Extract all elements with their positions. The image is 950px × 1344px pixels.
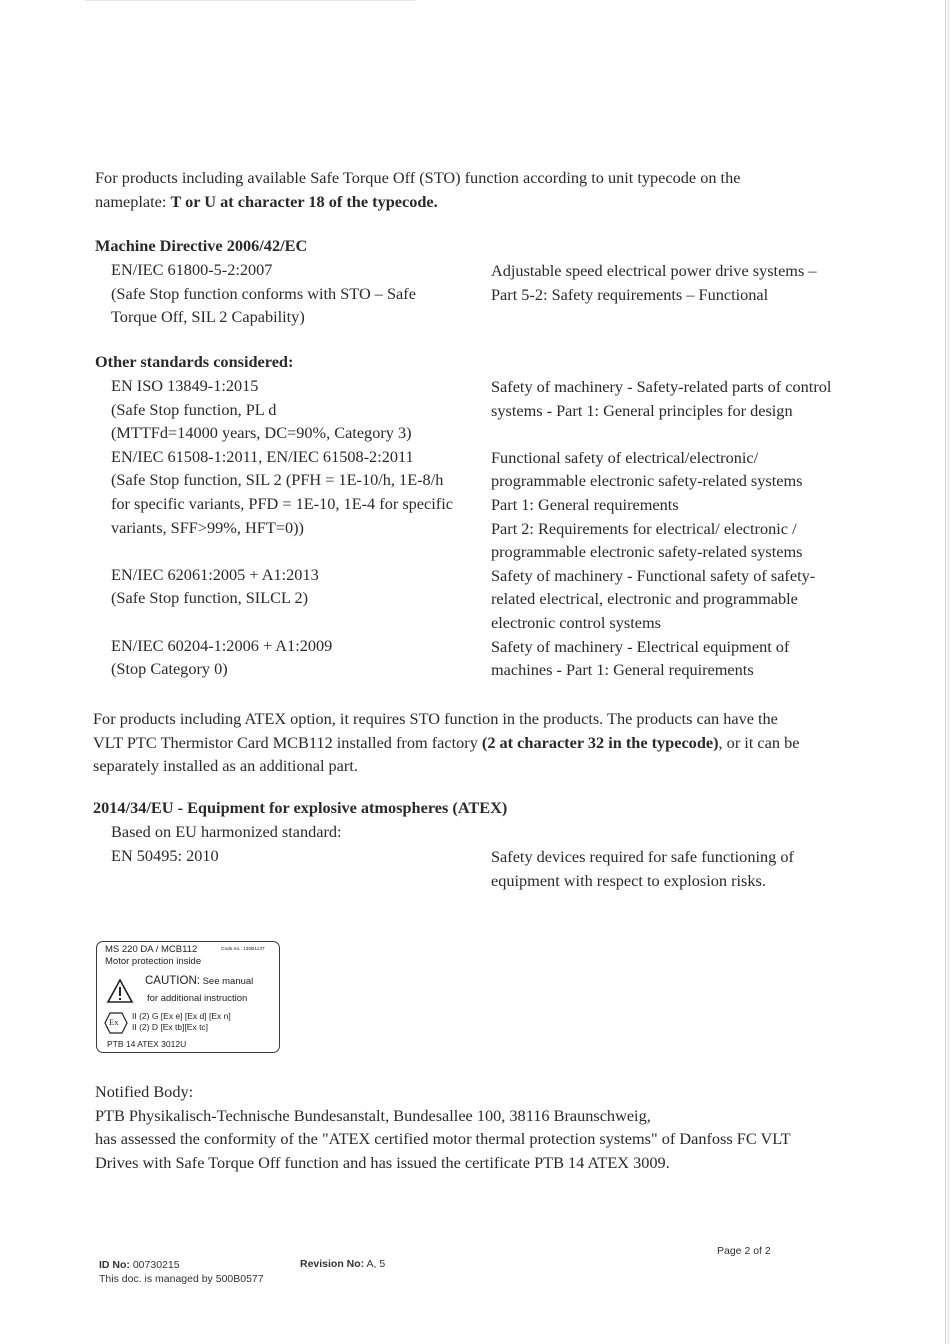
sto-intro-line2	[95, 190, 740, 214]
os-left-line: (Stop Category 0)	[111, 659, 228, 679]
label-ex-line2: II (2) D [Ex tb][Ex tc]	[132, 1022, 209, 1032]
label-caution	[145, 975, 253, 987]
footer-managed: This doc. is managed by 500B0577	[99, 1273, 264, 1285]
atex-heading: 2014/34/EU - Equipment for explosive atmospheres (ATEX)	[93, 798, 508, 817]
warning-triangle-icon	[106, 978, 134, 1004]
notified-line: has assessed the conformity of the "ATEX certified motor thermal protection systems" of Danfoss FC VLT	[95, 1129, 791, 1149]
os-right-line: programmable electronic safety-related systems	[491, 542, 803, 562]
notified-line: Drives with Safe Torque Off function and has issued the certificate PTB 14 ATEX 3009.	[95, 1152, 670, 1172]
top-edge-line	[85, 0, 415, 1]
other-standards-descriptions	[491, 375, 891, 682]
os-left-line: EN/IEC 62061:2005 + A1:2013	[111, 564, 319, 584]
machine-directive-standards	[111, 258, 486, 329]
atex-intro-bold: (2 at character 32 in the typecode)	[481, 732, 719, 752]
atex-intro	[93, 707, 799, 778]
label-subtitle: Motor protection inside	[105, 956, 202, 967]
os-right-line: systems - Part 1: General principles for design	[491, 400, 793, 420]
notified-line: PTB Physikalisch-Technische Bundesanstalt, Bundesallee 100, 38116 Braunschweig,	[95, 1105, 651, 1125]
atex-intro-prefix: VLT PTC Thermistor Card MCB112 installed from factory	[93, 732, 482, 752]
machine-directive-descriptions	[491, 259, 891, 306]
os-left-line: EN/IEC 61508-1:2011, EN/IEC 61508-2:2011	[111, 446, 414, 466]
sto-intro-prefix: nameplate:	[95, 191, 171, 211]
other-standards-heading: Other standards considered:	[95, 352, 294, 371]
sto-intro-line1: For products including available Safe Torque Off (STO) function according to unit typecode on the	[95, 168, 741, 187]
md-left-line: (Safe Stop function conforms with STO – Safe	[111, 283, 416, 303]
os-left-line: (Safe Stop function, SIL 2 (PFH = 1E-10/h, 1E-8/h	[111, 470, 444, 490]
md-right-line: Part 5-2: Safety requirements – Functional	[491, 284, 769, 304]
md-left-line: EN/IEC 61800-5-2:2007	[111, 260, 273, 279]
os-right-line: Part 1: General requirements	[491, 494, 679, 514]
os-left-line: variants, SFF>99%, HFT=0))	[111, 517, 304, 537]
atex-descriptions	[491, 845, 891, 892]
os-right-line: programmable electronic safety-related systems	[491, 471, 803, 491]
sto-intro	[95, 166, 740, 213]
footer-id-label: ID No:	[99, 1259, 130, 1271]
footer-page-number: Page 2 of 2	[717, 1245, 771, 1257]
os-left-line: for specific variants, PFD = 1E-10, 1E-4 for specific	[111, 493, 453, 513]
os-left-line: (MTTFd=14000 years, DC=90%, Category 3)	[111, 423, 412, 443]
notified-heading: Notified Body:	[95, 1082, 194, 1101]
footer-rev-value: A, 5	[364, 1258, 386, 1270]
os-right-line: related electrical, electronic and programmable	[491, 589, 798, 609]
label-caution-line2: for additional instruction	[147, 993, 248, 1004]
sto-intro-bold: T or U at character 18 of the typecode.	[170, 191, 438, 211]
os-left-line: EN ISO 13849-1:2015	[111, 376, 259, 395]
other-standards-list	[111, 374, 486, 681]
os-right-line: Functional safety of electrical/electronic/	[491, 447, 759, 467]
md-left-line: Torque Off, SIL 2 Capability)	[111, 307, 305, 327]
machine-directive-heading: Machine Directive 2006/42/EC	[95, 236, 308, 255]
atex-left-line: EN 50495: 2010	[111, 845, 219, 865]
atex-left-line: Based on EU harmonized standard:	[111, 822, 342, 841]
atex-intro-line2	[93, 731, 799, 755]
footer-id	[99, 1258, 264, 1286]
label-caution-rest: See manual	[199, 976, 254, 987]
os-right-line: Safety of machinery - Safety-related parts of control	[491, 377, 832, 396]
footer-revision	[300, 1258, 385, 1270]
os-left-line: (Safe Stop function, PL d	[111, 399, 277, 419]
product-label	[96, 941, 280, 1053]
atex-intro-line3: separately installed as an additional part.	[93, 756, 358, 776]
os-right-line: Safety of machinery - Functional safety of safety-	[491, 565, 816, 585]
md-right-line: Adjustable speed electrical power drive systems –	[491, 261, 817, 280]
atex-standards	[111, 820, 486, 867]
os-left-gap	[111, 539, 486, 563]
os-right-line: electronic control systems	[491, 612, 661, 632]
page-edge-line	[945, 0, 946, 1344]
os-left-line: (Safe Stop function, SILCL 2)	[111, 588, 309, 608]
notified-body	[95, 1080, 791, 1174]
os-right-line: Part 2: Requirements for electrical/ electronic /	[491, 518, 797, 538]
os-right-gap	[491, 422, 891, 446]
atex-right-line: equipment with respect to explosion risks.	[491, 870, 766, 890]
os-right-line: machines - Part 1: General requirements	[491, 660, 754, 680]
os-left-gap	[111, 610, 486, 634]
atex-intro-suffix: , or it can be	[718, 732, 800, 752]
atex-intro-line1: For products including ATEX option, it requires STO function in the products. The products can have the	[93, 709, 778, 728]
label-title: MS 220 DA / MCB112	[105, 944, 198, 955]
os-right-line: Safety of machinery - Electrical equipment of	[491, 636, 790, 656]
footer-rev-label: Revision No:	[300, 1258, 365, 1270]
label-code: Code no.: 130B1137	[221, 947, 265, 952]
ex-symbol-text: Ex	[109, 1017, 119, 1027]
os-left-line: EN/IEC 60204-1:2006 + A1:2009	[111, 635, 333, 655]
label-caution-word: CAUTION:	[145, 975, 200, 987]
atex-right-line: Safety devices required for safe functioning of	[491, 847, 794, 866]
label-ex-line1: II (2) G [Ex e] [Ex d] [Ex n]	[132, 1011, 231, 1021]
label-cert: PTB 14 ATEX 3012U	[107, 1039, 187, 1049]
footer-id-value: 00730215	[129, 1259, 180, 1271]
